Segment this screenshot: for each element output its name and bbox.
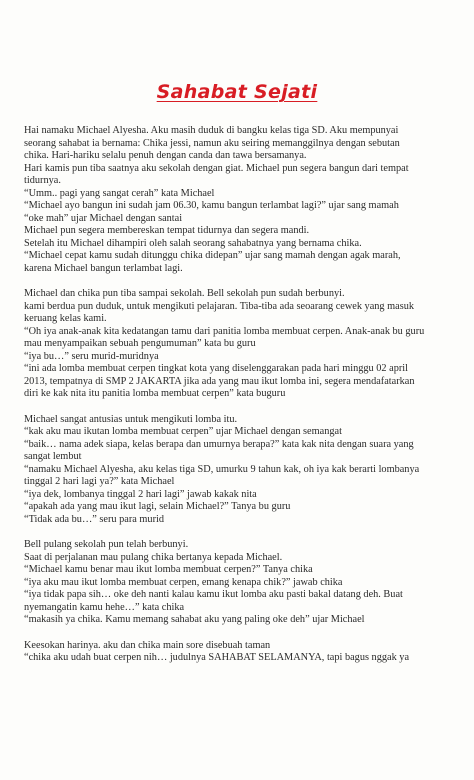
text-line: “Oh iya anak-anak kita kedatangan tamu dari panitia lomba membuat cerpen. Anak-anak bu guru <box>24 325 425 337</box>
text-line: “namaku Michael Alyesha, aku kelas tiga SD, umurku 9 tahun kak, oh iya kak berarti lombanya <box>24 463 420 475</box>
text-line: 2013, tempatnya di SMP 2 JAKARTA jika ada yang mau ikut lomba ini, segera mendafatarkan <box>24 375 415 387</box>
text-line: “Tidak ada bu…” seru para murid <box>24 513 165 525</box>
text-line: “oke mah” ujar Michael dengan santai <box>24 212 183 224</box>
text-line: Saat di perjalanan mau pulang chika bertanya kepada Michael. <box>24 551 283 563</box>
document-title: Sahabat Sejati <box>156 81 318 103</box>
text-line: seorang sahabat ia bernama: Chika jessi, namun aku seiring memanggilnya dengan sebutan <box>24 137 400 149</box>
text-line: chika. Hari-hariku selalu penuh dengan canda dan tawa bersamanya. <box>24 150 307 161</box>
text-line: Michael pun segera membereskan tempat tidurnya dan segera mandi. <box>24 225 310 236</box>
paragraph <box>24 640 456 665</box>
text-line: tinggal 2 hari lagi ya?” kata Michael <box>24 476 175 487</box>
document-body <box>24 125 456 678</box>
text-line: diri ke kak nita itu panitia lomba membuat cerpen” kata buguru <box>24 388 286 399</box>
text-line: “Michael ayo bangun ini sudah jam 06.30, kamu bangun terlambat lagi?” ujar sang mamah <box>24 200 399 211</box>
text-line: Hari kamis pun tiba saatnya aku sekolah dengan giat. Michael pun segera bangun dari tempat <box>24 162 409 174</box>
text-line: keruang kelas kami. <box>24 313 107 324</box>
text-line: “iya aku mau ikut lomba membuat cerpen, emang kenapa chik?” jawab chika <box>24 576 343 588</box>
text-line: Setelah itu Michael dihampiri oleh salah seorang sahabatnya yang bernama chika. <box>24 237 362 249</box>
text-line: karena Michael bangun terlambat lagi. <box>24 262 183 274</box>
text-line: Michael sangat antusias untuk mengikuti lomba itu. <box>24 413 238 425</box>
text-line: Hai namaku Michael Alyesha. Aku masih duduk di bangku kelas tiga SD. Aku mempunyai <box>24 125 399 136</box>
text-line: “kak aku mau ikutan lomba membuat cerpen” ujar Michael dengan semangat <box>24 426 342 437</box>
text-line: “Michael kamu benar mau ikut lomba membuat cerpen?” Tanya chika <box>24 564 313 575</box>
text-line: “chika aku udah buat cerpen nih… judulnya SAHABAT SELAMANYA, tapi bagus nggak ya <box>24 652 410 663</box>
text-line: sangat lembut <box>24 451 82 462</box>
text-line: tidurnya. <box>24 175 61 186</box>
text-line: “Umm.. pagi yang sangat cerah” kata Michael <box>24 187 215 199</box>
text-line: kami berdua pun duduk, untuk mengikuti pelajaran. Tiba-tiba ada seoarang cewek yang masuk <box>24 300 415 312</box>
text-line: Bell pulang sekolah pun telah berbunyi. <box>24 539 189 550</box>
text-line: “baik… nama adek siapa, kelas berapa dan umurnya berapa?” kata kak nita dengan suara yang <box>24 438 414 450</box>
text-line: Michael dan chika pun tiba sampai sekolah. Bell sekolah pun sudah berbunyi. <box>24 288 345 299</box>
paragraph <box>24 414 456 527</box>
paragraph <box>24 288 456 401</box>
text-line: “makasih ya chika. Kamu memang sahabat aku yang paling oke deh” ujar Michael <box>24 614 365 625</box>
paragraph <box>24 125 456 275</box>
text-line: nyemangatin kamu hehe…” kata chika <box>24 601 185 613</box>
text-line: Keesokan harinya. aku dan chika main sore disebuah taman <box>24 639 271 651</box>
text-line: “ini ada lomba membuat cerpen tingkat kota yang diselenggarakan pada hari minggu 02 april <box>24 363 409 374</box>
text-line: “apakah ada yang mau ikut lagi, selain Michael?” Tanya bu guru <box>24 501 291 512</box>
text-line: mau menyampaikan sebuah pengumuman” kata bu guru <box>24 338 256 349</box>
text-line: “iya tidak papa sih… oke deh nanti kalau kamu ikut lomba aku pasti bakal datang deh. Buat <box>24 589 403 600</box>
text-line: “iya bu…” seru murid-muridnya <box>24 350 159 362</box>
text-line: “Michael cepat kamu sudah ditunggu chika didepan” ujar sang mamah dengan agak marah, <box>24 250 401 261</box>
text-line: “iya dek, lombanya tinggal 2 hari lagi” jawab kakak nita <box>24 488 257 500</box>
paragraph <box>24 539 456 627</box>
